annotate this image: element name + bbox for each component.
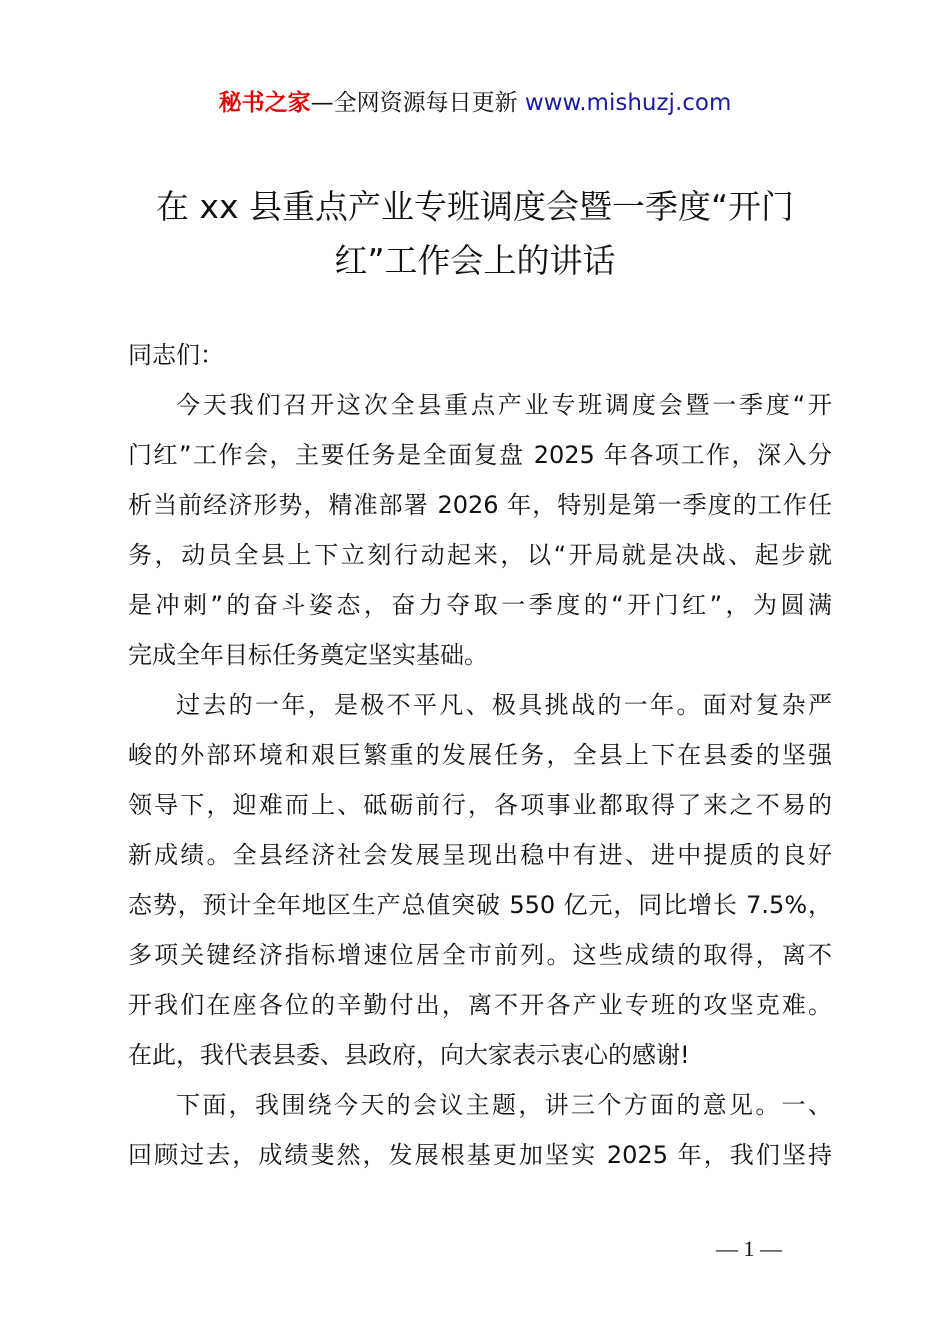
brand-tagline: —全网资源每日更新 [310, 90, 525, 116]
page-number [0, 1236, 950, 1262]
paragraph-1-line: 是冲刺”的奋斗姿态，奋力夺取一季度的“开门红”，为圆满 [128, 591, 832, 619]
paragraph-1-line: 门红”工作会，主要任务是全面复盘 2025 年各项工作，深入分 [128, 441, 832, 469]
brand-name: 秘书之家 [218, 90, 311, 116]
page-number-text: — 1 — [716, 1236, 782, 1261]
paragraph-2-line: 在此，我代表县委、县政府，向大家表示衷心的感谢! [128, 1041, 690, 1069]
salutation: 同志们： [128, 341, 224, 369]
paragraph-2-line: 峻的外部环境和艰巨繁重的发展任务，全县上下在县委的坚强 [128, 741, 832, 769]
title-line-2: 红”工作会上的讲话 [334, 241, 616, 280]
paragraph-1-line: 今天我们召开这次全县重点产业专班调度会暨一季度“开 [176, 391, 832, 419]
title-line-1: 在 xx 县重点产业专班调度会暨一季度“开门 [155, 187, 795, 226]
watermark-header [0, 86, 950, 120]
speech-body [128, 330, 832, 1180]
paragraph-2-line: 新成绩。全县经济社会发展呈现出稳中有进、进中提质的良好 [128, 841, 832, 869]
paragraph-1-line: 析当前经济形势，精准部署 2026 年，特别是第一季度的工作任 [128, 491, 832, 519]
paragraph-2-line: 多项关键经济指标增速位居全市前列。这些成绩的取得，离不 [128, 941, 832, 969]
paragraph-2-line: 开我们在座各位的辛勤付出，离不开各产业专班的攻坚克难。 [128, 991, 832, 1019]
document-title [118, 180, 832, 288]
paragraph-2-line: 过去的一年，是极不平凡、极具挑战的一年。面对复杂严 [176, 691, 832, 719]
paragraph-2-line: 领导下，迎难而上、砥砺前行，各项事业都取得了来之不易的 [128, 791, 832, 819]
paragraph-3-line: 回顾过去，成绩斐然，发展根基更加坚实 2025 年，我们坚持 [128, 1141, 832, 1169]
brand-url[interactable]: www.mishuzj.com [524, 90, 732, 116]
paragraph-3-line: 下面，我围绕今天的会议主题，讲三个方面的意见。一、 [176, 1091, 832, 1119]
paragraph-1-line: 务，动员全县上下立刻行动起来，以“开局就是决战、起步就 [128, 541, 832, 569]
paragraph-1-line: 完成全年目标任务奠定坚实基础。 [128, 641, 488, 669]
paragraph-2-line: 态势，预计全年地区生产总值突破 550 亿元，同比增长 7.5%， [128, 891, 832, 919]
